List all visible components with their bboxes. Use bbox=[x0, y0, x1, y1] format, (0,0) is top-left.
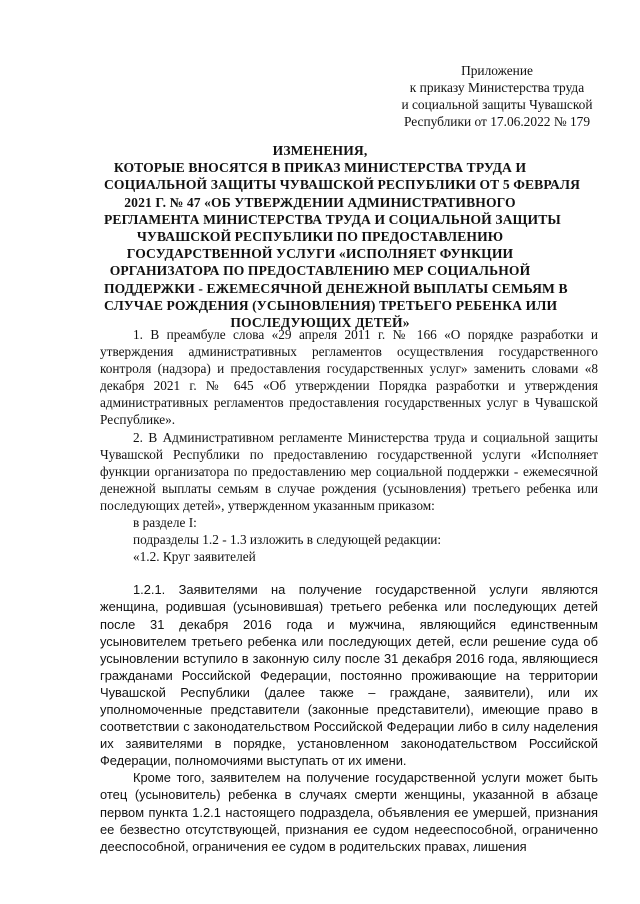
appendix-block bbox=[362, 62, 632, 130]
document-body bbox=[100, 326, 598, 855]
title-line: РЕГЛАМЕНТА МИНИСТЕРСТВА ТРУДА И СОЦИАЛЬНОЙ ЗАЩИТЫ bbox=[104, 211, 561, 227]
paragraph-2: 2. В Административном регламенте Министерства труда и социальной защиты Чувашской Республики по предоставлению государственной услуги «Исполняет функции организатора по предоставлению мер социальной поддержки - ежемесячной денежной выплаты семьям в случае рождения (усыновления) третьего ребенка или последующих детей», утвержденном указанным приказом: bbox=[100, 429, 598, 513]
title-line: ГОСУДАРСТВЕННОЙ УСЛУГИ «ИСПОЛНЯЕТ ФУНКЦИИ bbox=[126, 246, 514, 262]
title-line: СЛУЧАЕ РОЖДЕНИЯ (УСЫНОВЛЕНИЯ) ТРЕТЬЕГО РЕБЕНКА ИЛИ bbox=[104, 297, 558, 313]
title-line: ИЗМЕНЕНИЯ, bbox=[272, 143, 368, 158]
document-title bbox=[104, 142, 581, 331]
title-line: ПОСЛЕДУЮЩИХ ДЕТЕЙ» bbox=[230, 315, 410, 331]
paragraph-gap bbox=[100, 565, 598, 581]
paragraph-applicants: 1.2.1. Заявителями на получение государственной услуги являются женщина, родившая (усыновившая) третьего ребенка или последующих детей после 31 декабря 2016 года и мужчина, являющийся единственным усыновителем третьего ребенка или последующих детей, если решение суда об усыновлении вступило в законную силу после 31 декабря 2016 года, являющиеся гражданами Российской Федерации, постоянно проживающие на территории Чувашской Республики (далее также – граждане, заявители), или их уполномоченные представители (законные представители), имеющие право в соответствии с законодательством Российской Федерации либо в силу наделения их заявителями в порядке, установленном законодательством Российской Федерации, полномочиями выступать от их имени. bbox=[100, 582, 598, 769]
paragraph-1: 1. В преамбуле слова «29 апреля 2011 г. № 166 «О порядке разработки и утверждения административных регламентов осуществления государственного контроля (надзора) и предоставления государственных услуг» заменить словами «8 декабря 2021 г. № 645 «Об утверждении Порядка разработки и утверждения административных регламентов предоставления государственных услуг в Чувашской Республике». bbox=[100, 327, 598, 428]
paragraph-section-ref: в разделе I: bbox=[133, 515, 197, 531]
title-line: СОЦИАЛЬНОЙ ЗАЩИТЫ ЧУВАШСКОЙ РЕСПУБЛИКИ ОТ 5 ФЕВРАЛЯ bbox=[104, 177, 581, 193]
title-line: КОТОРЫЕ ВНОСЯТСЯ В ПРИКАЗ МИНИСТЕРСТВА ТРУДА И bbox=[113, 160, 527, 176]
appendix-line: Приложение bbox=[461, 63, 533, 78]
appendix-line: Республики от 17.06.2022 № 179 bbox=[403, 114, 591, 129]
subsection-heading: «1.2. Круг заявителей bbox=[133, 549, 256, 565]
title-line: 2021 Г. № 47 «ОБ УТВЕРЖДЕНИИ АДМИНИСТРАТИВНОГО bbox=[124, 194, 516, 210]
paragraph-father: Кроме того, заявителем на получение государственной услуги может быть отец (усыновитель) ребенка в случаях смерти женщины, указанной в абзаце первом пункта 1.2.1 настоящего подраздела, объявления ее умершей, признания ее безвестно отсутствующей, признания ее судом недееспособной, ограниченно дееспособной, ограничения ее судом в родительских правах, лишения bbox=[100, 770, 598, 854]
title-line: ОРГАНИЗАТОРА ПО ПРЕДОСТАВЛЕНИЮ МЕР СОЦИАЛЬНОЙ bbox=[109, 263, 531, 279]
title-line: ЧУВАШСКОЙ РЕСПУБЛИКИ ПО ПРЕДОСТАВЛЕНИЮ bbox=[136, 229, 504, 245]
paragraph-subsections-ref: подразделы 1.2 - 1.3 изложить в следующей редакции: bbox=[133, 532, 442, 548]
title-line: ПОДДЕРЖКИ - ЕЖЕМЕСЯЧНОЙ ДЕНЕЖНОЙ ВЫПЛАТЫ СЕМЬЯМ В bbox=[104, 280, 568, 296]
appendix-line: к приказу Министерства труда bbox=[409, 80, 585, 95]
appendix-line: и социальной защиты Чувашской bbox=[401, 97, 593, 112]
